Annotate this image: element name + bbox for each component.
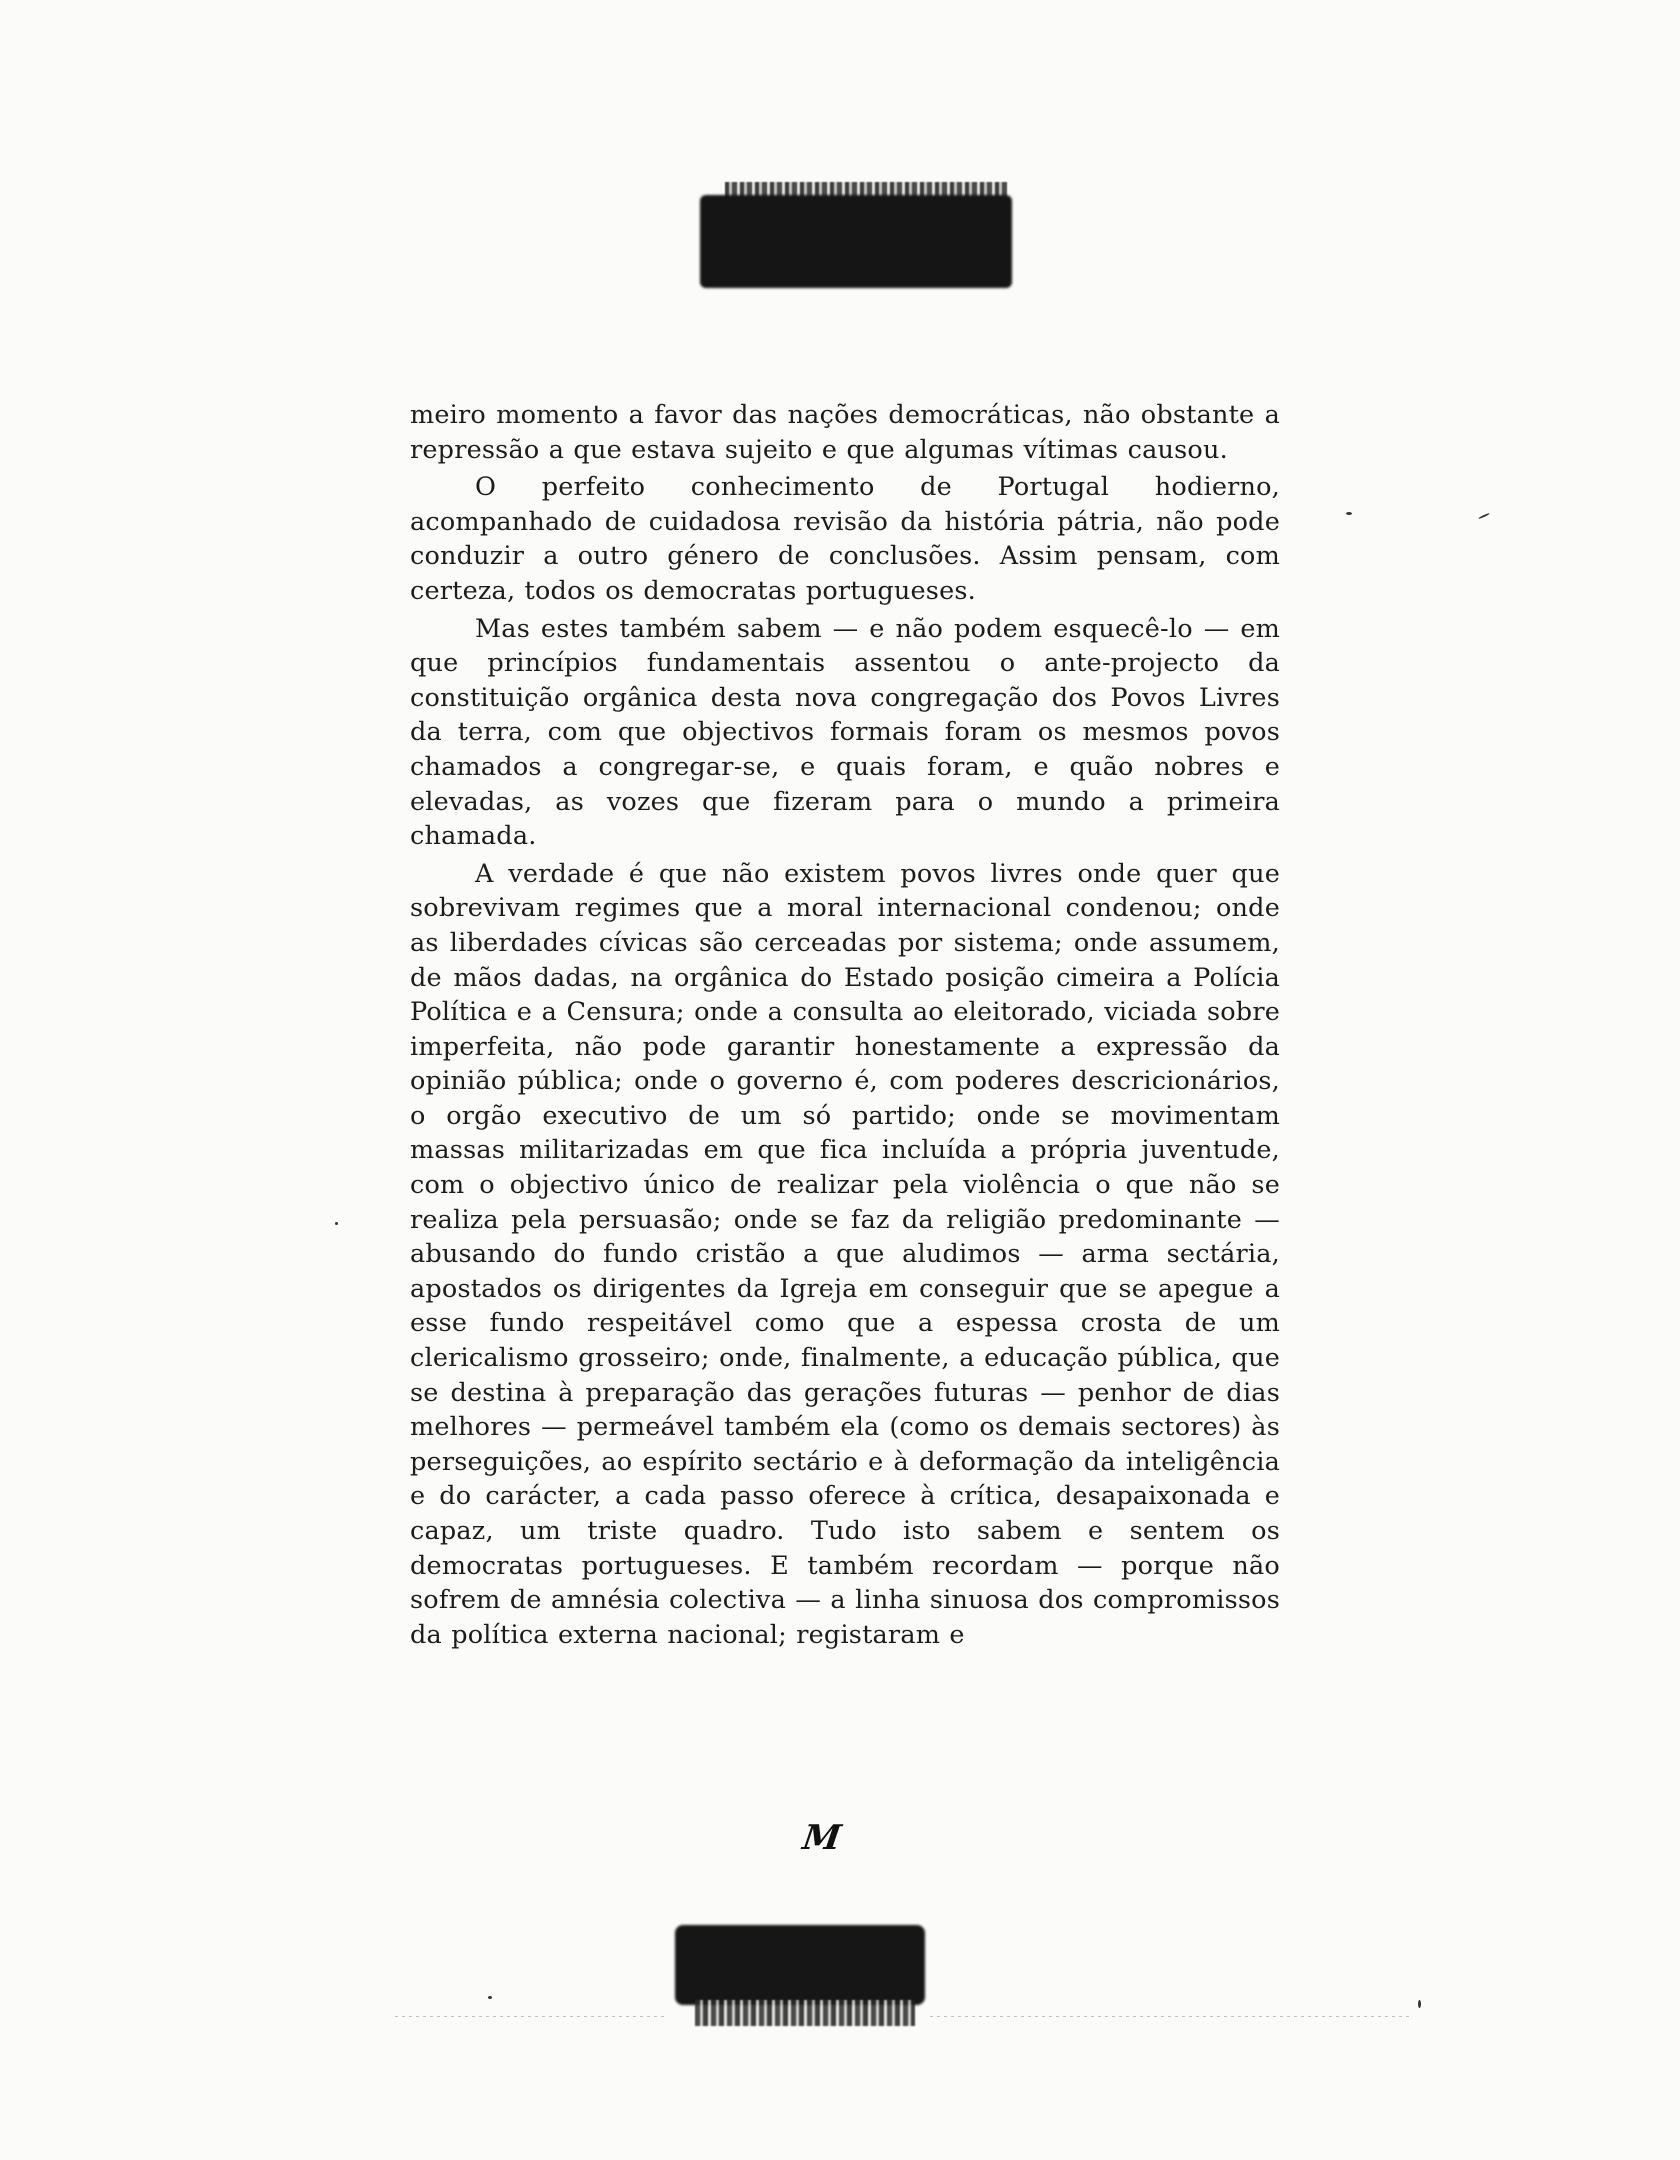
body-text xyxy=(410,398,1280,1652)
scan-artifact-line-left xyxy=(395,2016,665,2017)
handwritten-page-mark: M xyxy=(800,1818,844,1858)
redaction-bottom-strip xyxy=(695,2000,915,2026)
paragraph-2: O perfeito conhecimento de Portugal hodierno, acompanhado de cuidadosa revisão da história pátria, não pode conduzir a outro género de conclusões. Assim pensam, com certeza, todos os democratas portugueses. xyxy=(410,472,1280,606)
paragraph-4: A verdade é que não existem povos livres onde quer que sobrevivam regimes que a moral internacional condenou; onde as liberdades cívicas são cerceadas por sistema; onde assumem, de mãos dadas, na orgânica do Estado posição cimeira a Polícia Política e a Censura; onde a consulta ao eleitorado, viciada sobre imperfeita, não pode garantir honestamente a expressão da opinião pública; onde o governo é, com poderes descricionários, o orgão executivo de um só partido; onde se movimentam massas militarizadas em que fica incluída a própria juventude, com o objectivo único de realizar pela violência o que não se realiza pela persuasão; onde se faz da religião predominante — abusando do fundo cristão a que aludimos — arma sectária, apostados os dirigentes da Igreja em conseguir que se apegue a esse fundo respeitável como que a espessa crosta de um clericalismo grosseiro; onde, finalmente, a educação pública, que se destina à preparação das gerações futuras — penhor de dias melhores — permeável também ela (como os demais sectores) às perseguições, ao espírito sectário e à deformação da inteligência e do carácter, a cada passo oferece à crítica, desapaixonada e capaz, um triste quadro. Tudo isto sabem e sentem os democratas portugueses. E também recordam — porque não sofrem de amnésia colectiva — a linha sinuosa dos compromissos da política externa nacional; registaram e xyxy=(410,858,1280,1650)
scan-speck xyxy=(1346,512,1352,515)
scan-artifact-line-right xyxy=(930,2016,1410,2017)
scan-speck xyxy=(488,1996,492,1999)
redaction-bottom xyxy=(675,1925,925,2005)
redaction-top xyxy=(700,195,1012,288)
paragraph-1: meiro momento a favor das nações democráticas, não obstante a repressão a que estava sujeito e que algumas vítimas causou. xyxy=(410,400,1280,465)
scan-speck xyxy=(1418,2000,1421,2008)
paragraph-3: Mas estes também sabem — e não podem esquecê-lo — em que princípios fundamentais assentou o ante-projecto da constituição orgânica desta nova congregação dos Povos Livres da terra, com que objectivos formais foram os mesmos povos chamados a congregar-se, e quais foram, e quão nobres e elevadas, as vozes que fizeram para o mundo a primeira chamada. xyxy=(410,613,1280,852)
scan-speck xyxy=(1478,513,1490,520)
scan-speck xyxy=(335,1222,338,1225)
